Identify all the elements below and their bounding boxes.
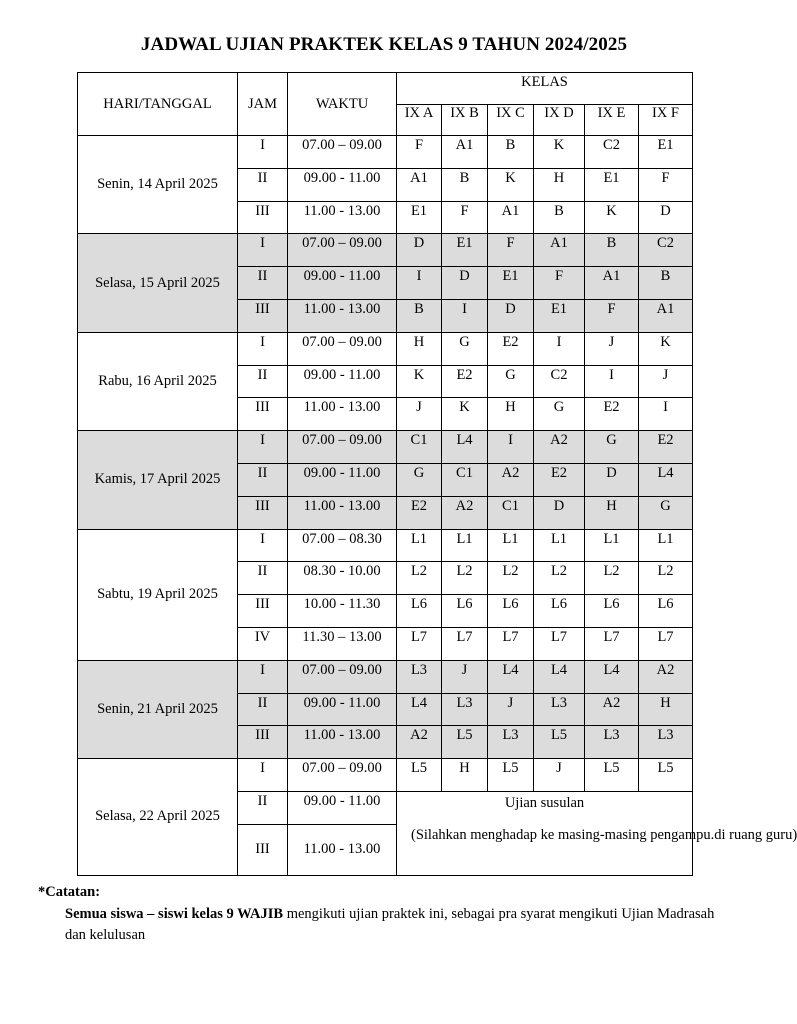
- subject-cell: L6: [442, 595, 488, 628]
- day-cell: Kamis, 17 April 2025: [78, 431, 238, 529]
- subject-cell: K: [534, 136, 585, 169]
- jam-cell: II: [238, 463, 288, 496]
- subject-cell: F: [639, 168, 693, 201]
- jam-cell: III: [238, 824, 288, 875]
- subject-cell: L2: [397, 562, 442, 595]
- page-title: JADWAL UJIAN PRAKTEK KELAS 9 TAHUN 2024/2025: [140, 34, 628, 55]
- subject-cell: I: [397, 267, 442, 300]
- subject-cell: C1: [442, 463, 488, 496]
- subject-cell: L5: [639, 759, 693, 792]
- subject-cell: E2: [639, 431, 693, 464]
- subject-cell: L2: [488, 562, 534, 595]
- table-row: [78, 759, 693, 792]
- jam-cell: I: [238, 234, 288, 267]
- note-heading: *Catatan:: [38, 884, 101, 900]
- subject-cell: A1: [585, 267, 639, 300]
- subject-cell: H: [488, 398, 534, 431]
- subject-cell: L3: [534, 693, 585, 726]
- header-class: IX A: [397, 105, 442, 136]
- subject-cell: E2: [488, 332, 534, 365]
- waktu-cell: 09.00 - 11.00: [288, 168, 397, 201]
- waktu-cell: 09.00 - 11.00: [288, 267, 397, 300]
- subject-cell: J: [534, 759, 585, 792]
- subject-cell: A2: [639, 660, 693, 693]
- subject-cell: L1: [585, 529, 639, 562]
- header-class: IX D: [534, 105, 585, 136]
- header-kelas: KELAS: [397, 73, 693, 105]
- subject-cell: L3: [442, 693, 488, 726]
- subject-cell: K: [639, 332, 693, 365]
- subject-cell: A1: [534, 234, 585, 267]
- subject-cell: F: [488, 234, 534, 267]
- jam-cell: III: [238, 595, 288, 628]
- subject-cell: A2: [585, 693, 639, 726]
- subject-cell: L1: [488, 529, 534, 562]
- waktu-cell: 09.00 - 11.00: [288, 365, 397, 398]
- day-cell: Senin, 14 April 2025: [78, 136, 238, 234]
- subject-cell: D: [585, 463, 639, 496]
- waktu-cell: 11.00 - 13.00: [288, 299, 397, 332]
- subject-cell: J: [488, 693, 534, 726]
- subject-cell: D: [442, 267, 488, 300]
- subject-cell: L5: [442, 726, 488, 759]
- subject-cell: C1: [488, 496, 534, 529]
- jam-cell: III: [238, 726, 288, 759]
- subject-cell: B: [534, 201, 585, 234]
- subject-cell: A2: [442, 496, 488, 529]
- table-row: [78, 234, 693, 267]
- subject-cell: L1: [442, 529, 488, 562]
- subject-cell: I: [442, 299, 488, 332]
- waktu-cell: 07.00 – 08.30: [288, 529, 397, 562]
- subject-cell: L2: [585, 562, 639, 595]
- subject-cell: L4: [585, 660, 639, 693]
- subject-cell: I: [639, 398, 693, 431]
- subject-cell: L4: [534, 660, 585, 693]
- subject-cell: E1: [442, 234, 488, 267]
- jam-cell: II: [238, 791, 288, 824]
- subject-cell: A1: [397, 168, 442, 201]
- header-class: IX F: [639, 105, 693, 136]
- jam-cell: II: [238, 365, 288, 398]
- subject-cell: L3: [488, 726, 534, 759]
- header-class: IX B: [442, 105, 488, 136]
- subject-cell: L3: [397, 660, 442, 693]
- subject-cell: L2: [534, 562, 585, 595]
- day-cell: Senin, 21 April 2025: [78, 660, 238, 758]
- jam-cell: III: [238, 299, 288, 332]
- jam-cell: III: [238, 496, 288, 529]
- subject-cell: E1: [397, 201, 442, 234]
- header-waktu: WAKTU: [288, 73, 397, 136]
- note-section: [38, 884, 718, 946]
- waktu-cell: 11.00 - 13.00: [288, 201, 397, 234]
- subject-cell: L7: [488, 627, 534, 660]
- header-jam: JAM: [238, 73, 288, 136]
- table-row: [78, 431, 693, 464]
- subject-cell: H: [442, 759, 488, 792]
- day-cell: Sabtu, 19 April 2025: [78, 529, 238, 660]
- subject-cell: L7: [585, 627, 639, 660]
- jam-cell: I: [238, 759, 288, 792]
- subject-cell: L6: [534, 595, 585, 628]
- waktu-cell: 07.00 – 09.00: [288, 759, 397, 792]
- header-class: IX E: [585, 105, 639, 136]
- table-row: [78, 660, 693, 693]
- jam-cell: I: [238, 136, 288, 169]
- subject-cell: H: [397, 332, 442, 365]
- table-row: [78, 529, 693, 562]
- subject-cell: E2: [534, 463, 585, 496]
- subject-cell: F: [585, 299, 639, 332]
- jam-cell: III: [238, 201, 288, 234]
- subject-cell: L7: [639, 627, 693, 660]
- subject-cell: L4: [397, 693, 442, 726]
- jam-cell: II: [238, 267, 288, 300]
- subject-cell: L6: [639, 595, 693, 628]
- jam-cell: I: [238, 431, 288, 464]
- subject-cell: J: [639, 365, 693, 398]
- schedule-table: [77, 72, 797, 876]
- table-row: [78, 332, 693, 365]
- subject-cell: E2: [442, 365, 488, 398]
- subject-cell: C1: [397, 431, 442, 464]
- jam-cell: II: [238, 562, 288, 595]
- subject-cell: E2: [397, 496, 442, 529]
- subject-cell: G: [639, 496, 693, 529]
- jam-cell: I: [238, 529, 288, 562]
- subject-cell: E2: [585, 398, 639, 431]
- subject-cell: C2: [534, 365, 585, 398]
- waktu-cell: 11.30 – 13.00: [288, 627, 397, 660]
- subject-cell: E1: [639, 136, 693, 169]
- makeup-exam-cell: [397, 791, 797, 875]
- subject-cell: L1: [534, 529, 585, 562]
- subject-cell: G: [397, 463, 442, 496]
- subject-cell: K: [397, 365, 442, 398]
- waktu-cell: 07.00 – 09.00: [288, 660, 397, 693]
- subject-cell: A1: [442, 136, 488, 169]
- subject-cell: B: [442, 168, 488, 201]
- waktu-cell: 09.00 - 11.00: [288, 791, 397, 824]
- table-row: [78, 136, 693, 169]
- subject-cell: L4: [442, 431, 488, 464]
- waktu-cell: 08.30 - 10.00: [288, 562, 397, 595]
- jam-cell: III: [238, 398, 288, 431]
- subject-cell: H: [585, 496, 639, 529]
- waktu-cell: 07.00 – 09.00: [288, 136, 397, 169]
- waktu-cell: 09.00 - 11.00: [288, 463, 397, 496]
- waktu-cell: 09.00 - 11.00: [288, 693, 397, 726]
- subject-cell: B: [639, 267, 693, 300]
- note-body: [65, 904, 718, 946]
- waktu-cell: 11.00 - 13.00: [288, 496, 397, 529]
- subject-cell: F: [534, 267, 585, 300]
- subject-cell: B: [488, 136, 534, 169]
- subject-cell: L4: [639, 463, 693, 496]
- subject-cell: K: [442, 398, 488, 431]
- subject-cell: I: [534, 332, 585, 365]
- jam-cell: IV: [238, 627, 288, 660]
- subject-cell: L7: [442, 627, 488, 660]
- subject-cell: A2: [488, 463, 534, 496]
- jam-cell: II: [238, 693, 288, 726]
- subject-cell: H: [534, 168, 585, 201]
- subject-cell: L5: [397, 759, 442, 792]
- subject-cell: I: [585, 365, 639, 398]
- subject-cell: F: [397, 136, 442, 169]
- subject-cell: L6: [397, 595, 442, 628]
- waktu-cell: 07.00 – 09.00: [288, 431, 397, 464]
- subject-cell: L7: [397, 627, 442, 660]
- subject-cell: A2: [534, 431, 585, 464]
- subject-cell: L4: [488, 660, 534, 693]
- subject-cell: B: [585, 234, 639, 267]
- subject-cell: J: [442, 660, 488, 693]
- subject-cell: D: [488, 299, 534, 332]
- subject-cell: G: [585, 431, 639, 464]
- subject-cell: L6: [585, 595, 639, 628]
- waktu-cell: 07.00 – 09.00: [288, 234, 397, 267]
- subject-cell: K: [585, 201, 639, 234]
- subject-cell: C2: [639, 234, 693, 267]
- waktu-cell: 07.00 – 09.00: [288, 332, 397, 365]
- subject-cell: L1: [639, 529, 693, 562]
- note-emphasis: Semua siswa – siswi kelas 9 WAJIB: [65, 906, 284, 922]
- waktu-cell: 11.00 - 13.00: [288, 824, 397, 875]
- subject-cell: G: [488, 365, 534, 398]
- subject-cell: L6: [488, 595, 534, 628]
- jam-cell: II: [238, 168, 288, 201]
- jam-cell: I: [238, 332, 288, 365]
- subject-cell: G: [534, 398, 585, 431]
- subject-cell: L2: [639, 562, 693, 595]
- subject-cell: B: [397, 299, 442, 332]
- day-cell: Rabu, 16 April 2025: [78, 332, 238, 430]
- day-cell: Selasa, 15 April 2025: [78, 234, 238, 332]
- makeup-exam-note: (Silahkan menghadap ke masing-masing pengampu.di ruang guru): [411, 826, 797, 843]
- subject-cell: J: [585, 332, 639, 365]
- jam-cell: I: [238, 660, 288, 693]
- subject-cell: L1: [397, 529, 442, 562]
- subject-cell: H: [639, 693, 693, 726]
- waktu-cell: 11.00 - 13.00: [288, 398, 397, 431]
- header-class: IX C: [488, 105, 534, 136]
- subject-cell: A1: [639, 299, 693, 332]
- subject-cell: L3: [585, 726, 639, 759]
- subject-cell: A1: [488, 201, 534, 234]
- subject-cell: D: [397, 234, 442, 267]
- note-text: mengikuti ujian praktek ini, sebagai pra syarat mengikuti Ujian Madrasah dan kelulusan: [65, 906, 715, 943]
- subject-cell: E1: [534, 299, 585, 332]
- subject-cell: D: [639, 201, 693, 234]
- subject-cell: A2: [397, 726, 442, 759]
- subject-cell: L3: [639, 726, 693, 759]
- subject-cell: L7: [534, 627, 585, 660]
- subject-cell: L5: [585, 759, 639, 792]
- subject-cell: L2: [442, 562, 488, 595]
- subject-cell: K: [488, 168, 534, 201]
- subject-cell: D: [534, 496, 585, 529]
- waktu-cell: 10.00 - 11.30: [288, 595, 397, 628]
- subject-cell: I: [488, 431, 534, 464]
- subject-cell: G: [442, 332, 488, 365]
- subject-cell: E1: [585, 168, 639, 201]
- subject-cell: F: [442, 201, 488, 234]
- subject-cell: C2: [585, 136, 639, 169]
- subject-cell: J: [397, 398, 442, 431]
- waktu-cell: 11.00 - 13.00: [288, 726, 397, 759]
- makeup-exam-title: Ujian susulan: [504, 794, 585, 811]
- subject-cell: E1: [488, 267, 534, 300]
- header-hari: HARI/TANGGAL: [78, 73, 238, 136]
- subject-cell: L5: [488, 759, 534, 792]
- subject-cell: L5: [534, 726, 585, 759]
- day-cell: Selasa, 22 April 2025: [78, 759, 238, 876]
